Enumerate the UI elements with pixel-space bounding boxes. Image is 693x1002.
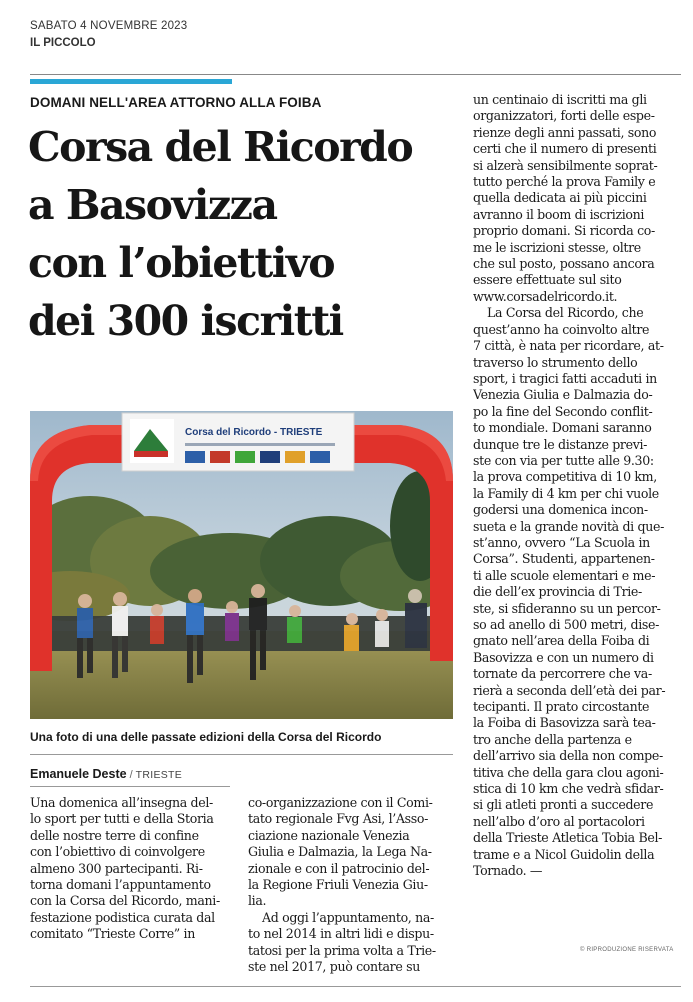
article-headline [28, 118, 468, 350]
body-text-line: die dell’ex provincia di Trie- [473, 584, 642, 600]
body-text-line: certi che il numero di presenti [473, 141, 657, 157]
body-text-line: si alzerà sensibilmente soprat- [473, 157, 658, 173]
body-text-line: to nel 2014 in altri lidi e dispu- [248, 926, 434, 942]
body-text-line: sport, i tragici fatti accaduti in [473, 370, 657, 386]
body-text-line: la prova competitiva di 10 km, [473, 469, 657, 485]
body-text-line: sueta e la grande novità di que- [473, 518, 664, 534]
headline-line: a Basovizza [28, 181, 277, 229]
body-text-line: la Regione Friuli Venezia Giu- [248, 877, 428, 893]
body-text-line: www.corsadelricordo.it. [473, 288, 618, 304]
body-text-line: 7 città, è nata per ricordare, at- [473, 338, 664, 354]
caption-divider [30, 754, 453, 755]
body-text-line: zionale e con il patrocinio del- [248, 860, 430, 876]
body-text-line: si gli atleti pronti a succedere [473, 797, 654, 813]
body-text-line: tato regionale Fvg Asi, l’Asso- [248, 811, 429, 827]
body-text-line: tutto perché la prova Family e [473, 174, 656, 190]
byline-divider [30, 786, 230, 787]
body-text-line: rienze degli anni passati, sono [473, 124, 657, 140]
body-text-line: nell’albo d’oro al portacolori [473, 813, 645, 829]
body-text-line: lo sport per tutti e della Storia [30, 811, 214, 827]
body-text-line: che sul posto, possano ancora [473, 256, 655, 272]
banner-text: Corsa del Ricordo - TRIESTE [185, 427, 323, 438]
body-text-line: ti alle scuole elementari e me- [473, 567, 656, 583]
body-text-line: Tornado. — [473, 863, 543, 879]
newspaper-name: IL PICCOLO [30, 37, 96, 49]
body-text-line: ste nel 2017, può contare su [248, 959, 420, 975]
body-text-line: con l’obiettivo di coinvolgere [30, 844, 205, 860]
body-text-line: st’anno, ovvero “La Scuola in [473, 534, 650, 550]
byline-separator: / [129, 769, 133, 781]
accent-bar [30, 79, 232, 84]
author-name: Emanuele Deste [30, 767, 127, 781]
headline-line: dei 300 iscritti [28, 297, 343, 345]
article-kicker: DOMANI NELL'AREA ATTORNO ALLA FOIBA [30, 95, 322, 110]
body-text-line: Ad oggi l’appuntamento, na- [262, 909, 434, 925]
body-text-line: quest’anno ha coinvolto altre [473, 321, 650, 337]
body-text-line: quella dedicata ai più piccini [473, 190, 647, 206]
body-text-line: tatosi per la prima volta a Trie- [248, 942, 436, 958]
body-text-line: to mondiale. Domani saranno [473, 420, 652, 436]
body-text-line: ste, si sfideranno su un percor- [473, 600, 661, 616]
body-text-line: almeno 300 partecipanti. Ri- [30, 860, 203, 876]
body-text-line: Basovizza e con un numero di [473, 649, 654, 665]
body-text-line: traverso lo strumento dello [473, 354, 638, 370]
body-text-line: organizzatori, forti delle espe- [473, 108, 655, 124]
body-text-line: trame e a Nicol Guidolin della [473, 846, 655, 862]
body-text-line: tro anche della partenza e [473, 731, 632, 747]
copyright-note: © RIPRODUZIONE RISERVATA [580, 947, 674, 953]
body-text-line: ste con via per tutte alle 9.30: [473, 452, 654, 468]
body-text-line: festazione podistica curata dal [30, 909, 215, 925]
dateline-location: TRIESTE [135, 769, 183, 781]
body-text-line: so ad anello di 500 metri, dise- [473, 617, 660, 632]
body-text-line: po la fine del Secondo conflit- [473, 403, 653, 419]
article-photo [30, 411, 453, 719]
body-text-line: Giulia e Dalmazia, la Lega Na- [248, 844, 432, 860]
body-text-line: Venezia Giulia e Dalmazia do- [473, 387, 653, 403]
photo-caption: Una foto di una delle passate edizioni della Corsa del Ricordo [30, 730, 382, 744]
header-divider [30, 74, 681, 75]
body-column-3 [473, 92, 680, 880]
body-text-line: lia. [248, 893, 267, 909]
body-text-line: gnato nell’area della Foiba di [473, 633, 650, 649]
body-text-line: delle nostre terre di confine [30, 827, 199, 843]
body-text-line: un centinaio di iscritti ma gli [473, 92, 647, 107]
body-text-line: della Trieste Atletica Tobia Bel- [473, 830, 663, 846]
body-text-line: comitato “Trieste Corre” in [30, 926, 195, 942]
race-photo-illustration [30, 411, 453, 719]
byline [30, 767, 182, 781]
body-column-2 [248, 795, 453, 975]
page-date: SABATO 4 NOVEMBRE 2023 [30, 20, 188, 32]
body-text-line: Corsa”. Studenti, appartenen- [473, 551, 655, 567]
body-text-line: dunque tre le distanze previ- [473, 436, 648, 452]
body-text-line: Una domenica all’insegna del- [30, 795, 213, 810]
body-text-line: avranno il boom di iscrizioni [473, 206, 645, 222]
body-text-line: essere effettuate sul sito [473, 272, 622, 288]
body-text-line: godersi una domenica incon- [473, 502, 648, 518]
body-text-line: proprio domani. Si ricorda co- [473, 223, 655, 239]
headline-line: Corsa del Ricordo [28, 123, 413, 171]
body-text-line: me le iscrizioni stesse, oltre [473, 239, 641, 255]
body-text-line: tornate da percorrere che va- [473, 666, 652, 682]
body-text-line: stica di 10 km che vedrà sfidar- [473, 781, 664, 797]
body-text-line: tecipanti. Il prato circostante [473, 699, 650, 715]
body-text-line: la Foiba di Basovizza sarà tea- [473, 715, 656, 731]
body-text-line: ciazione nazionale Venezia [248, 827, 410, 843]
body-text-line: torna domani l’appuntamento [30, 877, 211, 893]
body-text-line: co-organizzazione con il Comi- [248, 795, 433, 810]
footer-divider [30, 986, 681, 987]
body-text-line: La Corsa del Ricordo, che [487, 305, 644, 321]
body-text-line: dell’arrivo sia della non compe- [473, 748, 663, 764]
body-text-line: la Family di 4 km per chi vuole [473, 485, 659, 501]
body-text-line: con la Corsa del Ricordo, mani- [30, 893, 220, 909]
headline-line: con l’obiettivo [28, 239, 335, 287]
body-text-line: titiva che della gara clou agoni- [473, 764, 664, 780]
body-column-1 [30, 795, 234, 943]
body-text-line: rierà a seconda dell’età dei par- [473, 682, 666, 698]
